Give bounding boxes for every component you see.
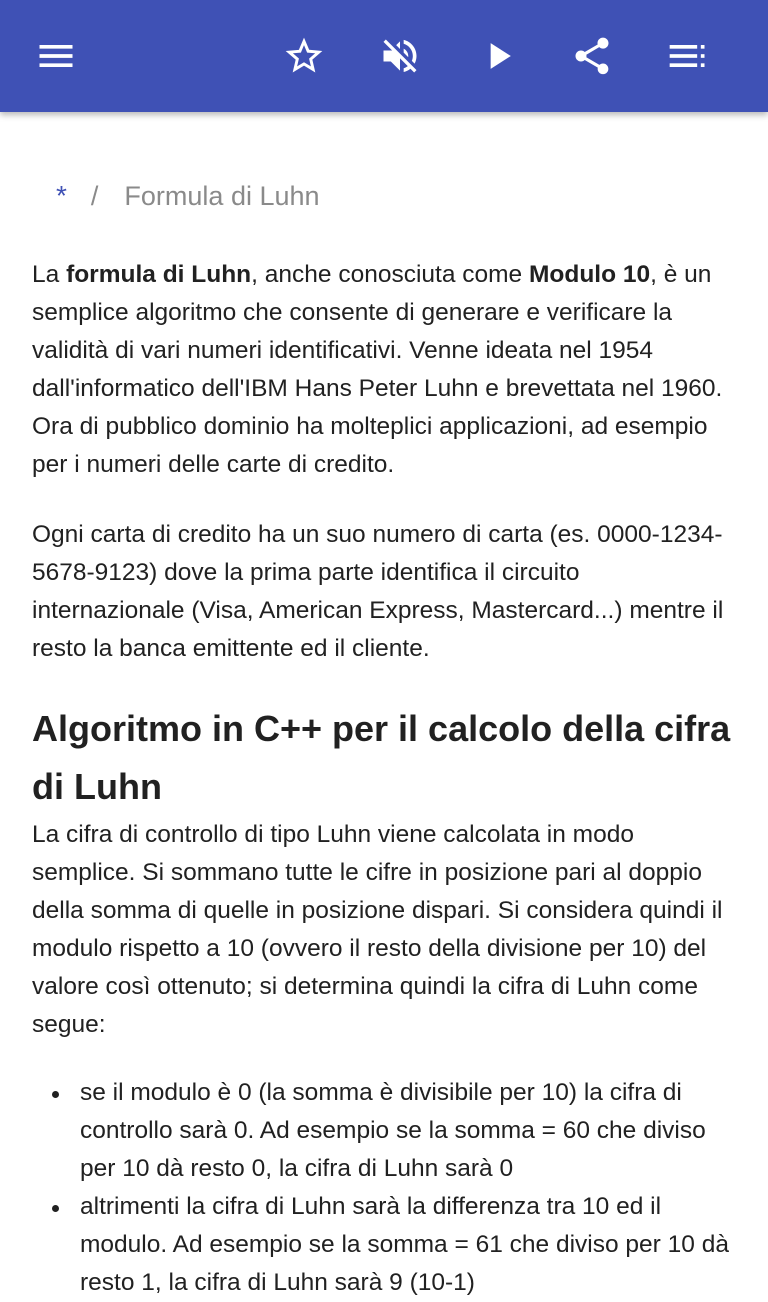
star-outline-icon: [282, 34, 326, 78]
article-content: [0, 112, 768, 1296]
share-button[interactable]: [560, 24, 624, 88]
intro-bold-alias: Modulo 10: [528, 261, 651, 288]
list-item: se il modulo è 0 (la somma è divisibile per 10) la cifra di controllo sarà 0. Ad esempio se la somma = 60 che diviso per 10 dà resto 0, la cifra di Luhn sarà 0: [32, 1074, 736, 1188]
playlist-icon: [666, 34, 710, 78]
breadcrumb-current: Formula di Luhn: [124, 181, 320, 211]
intro-paragraph: [32, 256, 736, 484]
breadcrumb-home-link[interactable]: *: [56, 180, 67, 211]
section-paragraph: La cifra di controllo di tipo Luhn viene calcolata in modo semplice. Si sommano tutte le cifre in posizione pari al doppio della somma di quelle in posizione dispari. Si considera quindi il modulo rispetto a 10 (ovvero il resto della divisione per 10) del valore così ottenuto; si determina quindi la cifra di Luhn come segue:: [32, 821, 723, 1038]
menu-button[interactable]: [24, 24, 88, 88]
playlist-button[interactable]: [656, 24, 720, 88]
play-button[interactable]: [466, 24, 530, 88]
menu-icon: [34, 34, 78, 78]
breadcrumb: [56, 180, 320, 212]
intro-text-2: , anche conosciuta come: [251, 261, 529, 288]
bookmark-button[interactable]: [272, 24, 336, 88]
mute-button[interactable]: [368, 24, 432, 88]
section-heading: Algoritmo in C++ per il calcolo della cifra di Luhn: [32, 708, 731, 807]
play-icon: [476, 34, 520, 78]
intro-text-3: , è un semplice algoritmo che consente di generare e verificare la validità di vari numeri identificativi. Venne ideata nel 1954 dall'informatico dell'IBM Hans Peter Luhn e brevettata nel 1960. Ora di pubblico dominio ha molteplici applicazioni, ad esempio per i numeri delle carte di credito.: [32, 261, 723, 478]
credit-card-paragraph: Ogni carta di credito ha un suo numero di carta (es. 0000-1234-5678-9123) dove la prima parte identifica il circuito internazionale (Visa, American Express, Mastercard...) mentre il resto la banca emittente ed il cliente.: [32, 521, 724, 662]
intro-text-1: La: [32, 261, 67, 288]
list-item: altrimenti la cifra di Luhn sarà la differenza tra 10 ed il modulo. Ad esempio se la somma = 61 che diviso per 10 dà resto 1, la cifra di Luhn sarà 9 (10-1): [32, 1188, 736, 1302]
share-icon: [570, 34, 614, 78]
intro-bold-term: formula di Luhn: [66, 261, 252, 288]
rules-list: [32, 1074, 736, 1302]
breadcrumb-separator: /: [90, 181, 99, 211]
app-toolbar: [0, 0, 768, 112]
volume-off-icon: [378, 34, 422, 78]
